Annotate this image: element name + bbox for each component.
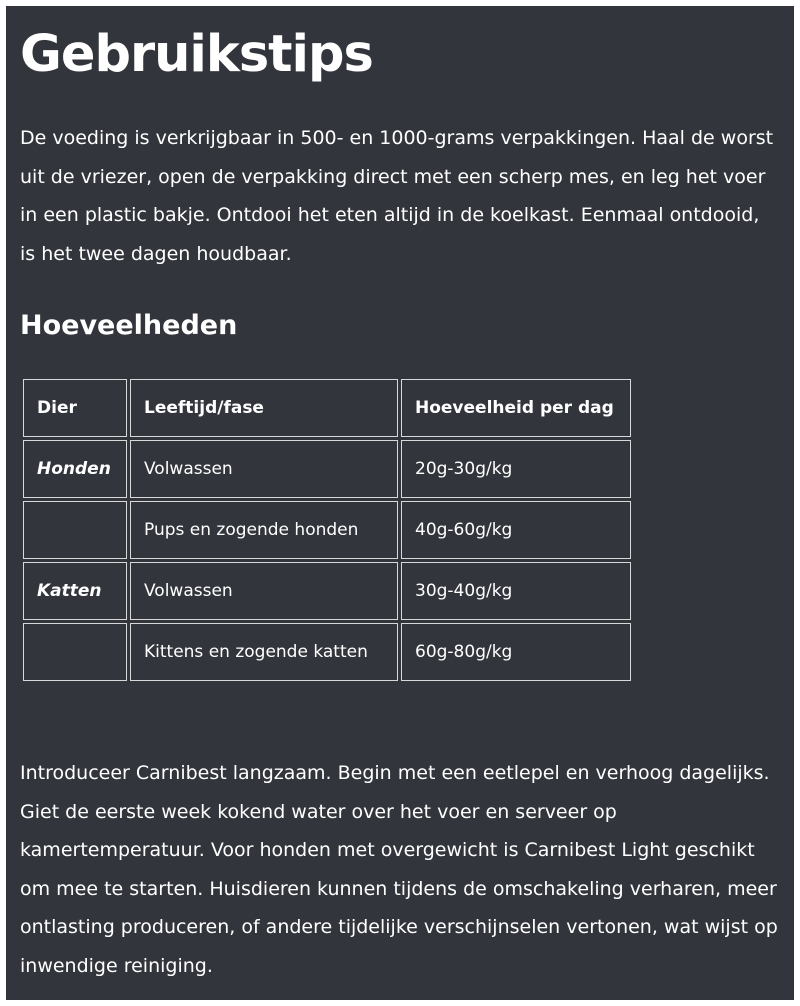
outro-paragraph: Introduceer Carnibest langzaam. Begin met een eetlepel en verhoog dagelijks. Giet de eerste week kokend water over het voer en serveer op kamertemperatuur. Voor honden met overgewicht is Carnibest Light geschikt om mee te starten. Huisdieren kunnen tijdens de omschakeling verharen, meer ontlasting produceren, of andere tijdelijke verschijnselen vertonen, wat wijst op inwendige reiniging. <box>20 762 778 977</box>
cell-age-stage: Kittens en zogende katten <box>130 623 398 681</box>
cell-age-stage: Pups en zogende honden <box>130 501 398 559</box>
table-row <box>23 623 631 681</box>
cell-animal: Katten <box>23 562 127 620</box>
cell-amount: 40g-60g/kg <box>401 501 631 559</box>
section-heading-amounts: Hoeveelheden <box>20 310 238 341</box>
header-amount-per-day: Hoeveelheid per dag <box>401 379 631 437</box>
cell-amount: 30g-40g/kg <box>401 562 631 620</box>
cell-amount: 20g-30g/kg <box>401 440 631 498</box>
table-row <box>23 501 631 559</box>
cell-animal <box>23 623 127 681</box>
cell-age-stage: Volwassen <box>130 562 398 620</box>
table-header-row <box>23 379 631 437</box>
table-row <box>23 440 631 498</box>
cell-animal: Honden <box>23 440 127 498</box>
header-animal: Dier <box>23 379 127 437</box>
cell-amount: 60g-80g/kg <box>401 623 631 681</box>
usage-tips-panel <box>6 6 794 1000</box>
feeding-amounts-table <box>20 376 634 684</box>
page-title: Gebruikstips <box>20 25 373 84</box>
header-age-stage: Leeftijd/fase <box>130 379 398 437</box>
table-row <box>23 562 631 620</box>
cell-age-stage: Volwassen <box>130 440 398 498</box>
intro-paragraph: De voeding is verkrijgbaar in 500- en 1000-grams verpakkingen. Haal de worst uit de vriezer, open de verpakking direct met een scherp mes, en leg het voer in een plastic bakje. Ontdooi het eten altijd in de koelkast. Eenmaal ontdooid, is het twee dagen houdbaar. <box>20 127 774 265</box>
cell-animal <box>23 501 127 559</box>
